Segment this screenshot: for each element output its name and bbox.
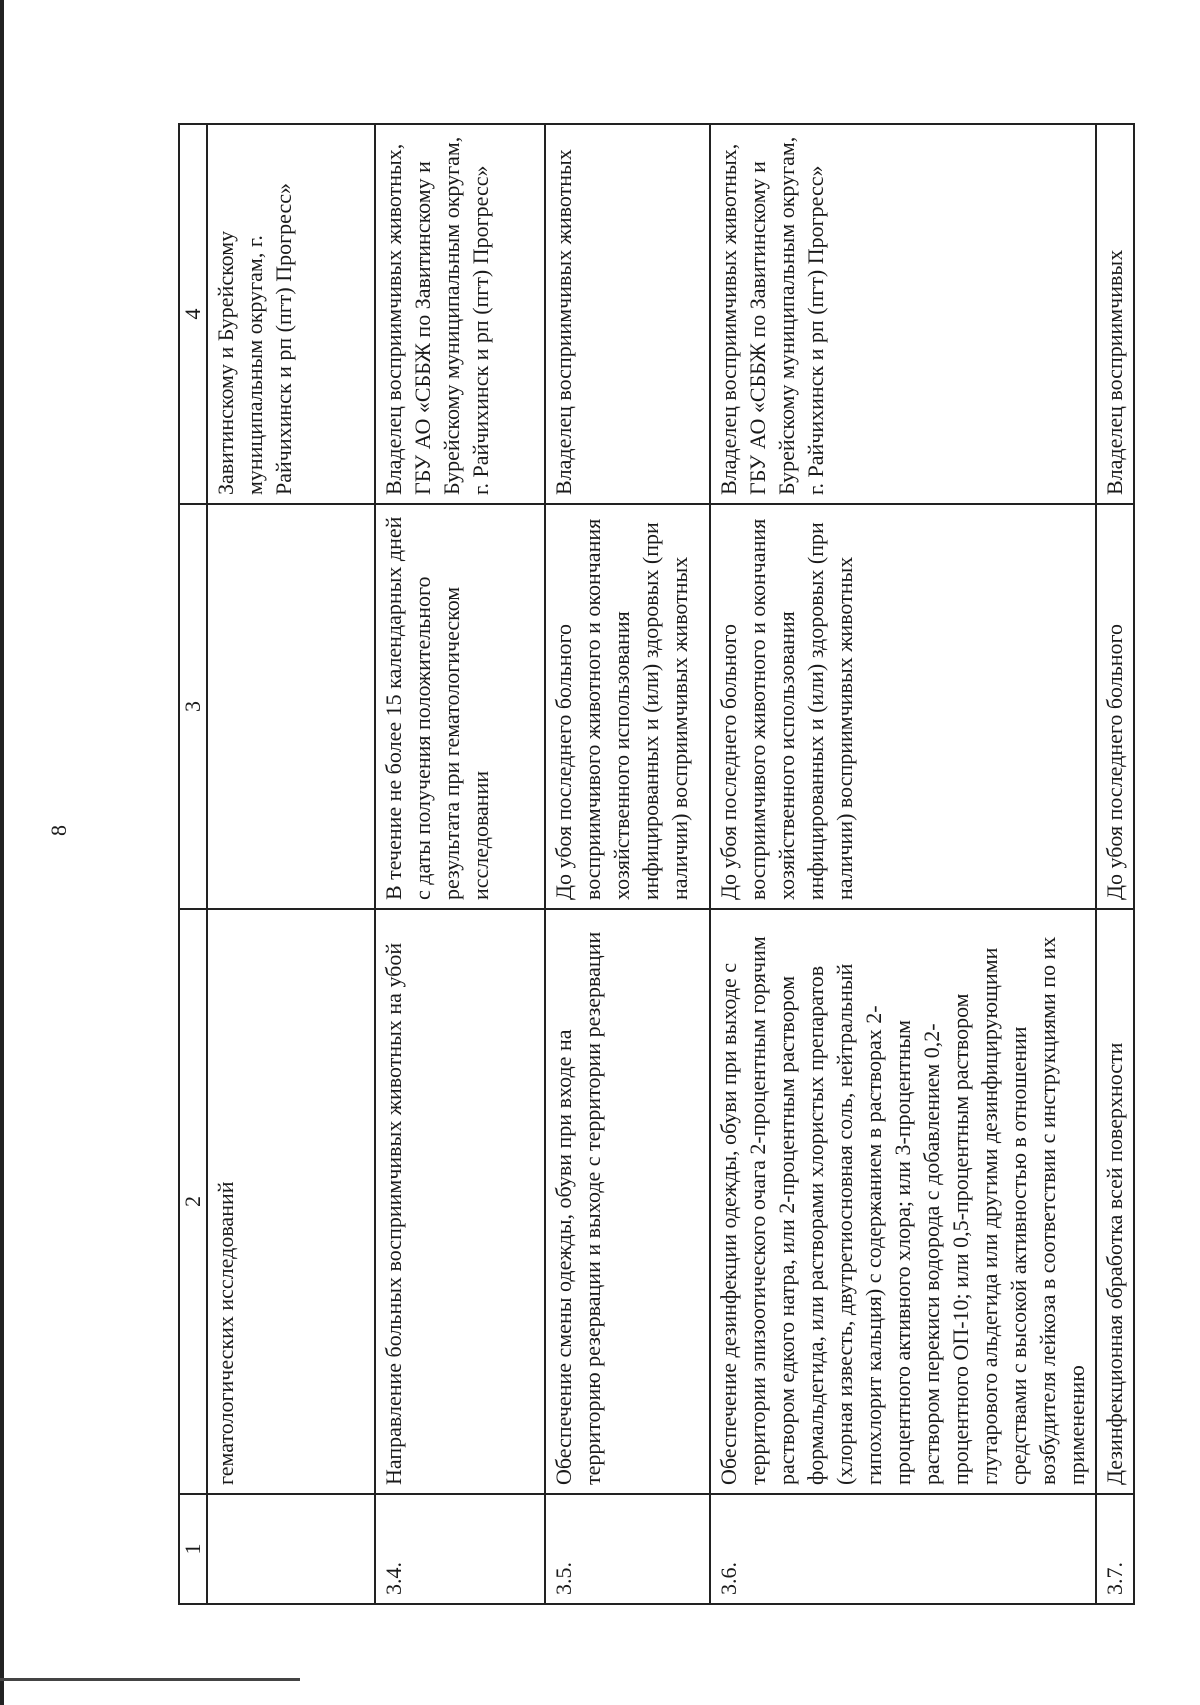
- header-col-2: 2: [179, 909, 207, 1494]
- header-col-4: 4: [179, 124, 207, 504]
- term-cell: До убоя последнего больного: [1096, 504, 1134, 909]
- page-number: 8: [46, 825, 71, 836]
- table-row: [375, 124, 545, 1604]
- responsible-cell: Завитинскому и Бурейскому муниципальным округам, г. Райчихинск и рп (пгт) Прогресс»: [207, 124, 375, 504]
- rotated-table-container: [178, 125, 1127, 1605]
- scan-left-edge: [0, 0, 4, 1705]
- table-row: [207, 124, 375, 1604]
- table-header-row: [179, 124, 207, 1604]
- measure-cell: гематологических исследований: [207, 909, 375, 1494]
- responsible-cell: Владелец восприимчивых животных, ГБУ АО «СББЖ по Завитинскому и Бурейскому муниципальным округам, г. Райчихинск и рп (пгт) Прогресс»: [375, 124, 545, 504]
- responsible-cell: Владелец восприимчивых животных: [545, 124, 710, 504]
- row-number: [207, 1494, 375, 1604]
- row-number: 3.7.: [1096, 1494, 1134, 1604]
- measures-table: [178, 123, 1135, 1605]
- table-row: [1096, 124, 1134, 1604]
- measure-cell: Обеспечение дезинфекции одежды, обуви при выходе с территории эпизоотического очага 2-процентным горячим раствором едкого натра, или 2-процентным раствором формальдегида, или растворами хлористых препаратов (хлорная известь, двутретиосновная соль, нейтральный гипохлорит кальция) с содержанием в растворах 2-процентного активного хлора; или 3-процентным раствором перекиси водорода с добавлением 0,2-процентного ОП-10; или 0,5-процентным раствором глутарового альдегида или другими дезинфицирующими средствами с высокой активностью в отношении возбудителя лейкоза в соответствии с инструкциями по их применению: [710, 909, 1096, 1494]
- measure-cell: Обеспечение смены одежды, обуви при входе на территорию резервации и выходе с территории резервации: [545, 909, 710, 1494]
- measure-cell: Дезинфекционная обработка всей поверхности: [1096, 909, 1134, 1494]
- responsible-cell: Владелец восприимчивых животных, ГБУ АО «СББЖ по Завитинскому и Бурейскому муниципальным округам, г. Райчихинск и рп (пгт) Прогресс»: [710, 124, 1096, 504]
- responsible-cell: Владелец восприимчивых: [1096, 124, 1134, 504]
- row-number: 3.5.: [545, 1494, 710, 1604]
- row-number: 3.6.: [710, 1494, 1096, 1604]
- table-row: [710, 124, 1096, 1604]
- term-cell: До убоя последнего больного восприимчивого животного и окончания хозяйственного использования инфицированных и (или) здоровых (при наличии) восприимчивых животных: [545, 504, 710, 909]
- scan-bottom-mark: [0, 1678, 300, 1681]
- table-row: [545, 124, 710, 1604]
- row-number: 3.4.: [375, 1494, 545, 1604]
- term-cell: В течение не более 15 календарных дней с даты получения положительного результата при гематологическом исследовании: [375, 504, 545, 909]
- header-col-3: 3: [179, 504, 207, 909]
- term-cell: До убоя последнего больного восприимчивого животного и окончания хозяйственного использования инфицированных и (или) здоровых (при наличии) восприимчивых животных: [710, 504, 1096, 909]
- header-col-1: 1: [179, 1494, 207, 1604]
- term-cell: [207, 504, 375, 909]
- measure-cell: Направление больных восприимчивых животных на убой: [375, 909, 545, 1494]
